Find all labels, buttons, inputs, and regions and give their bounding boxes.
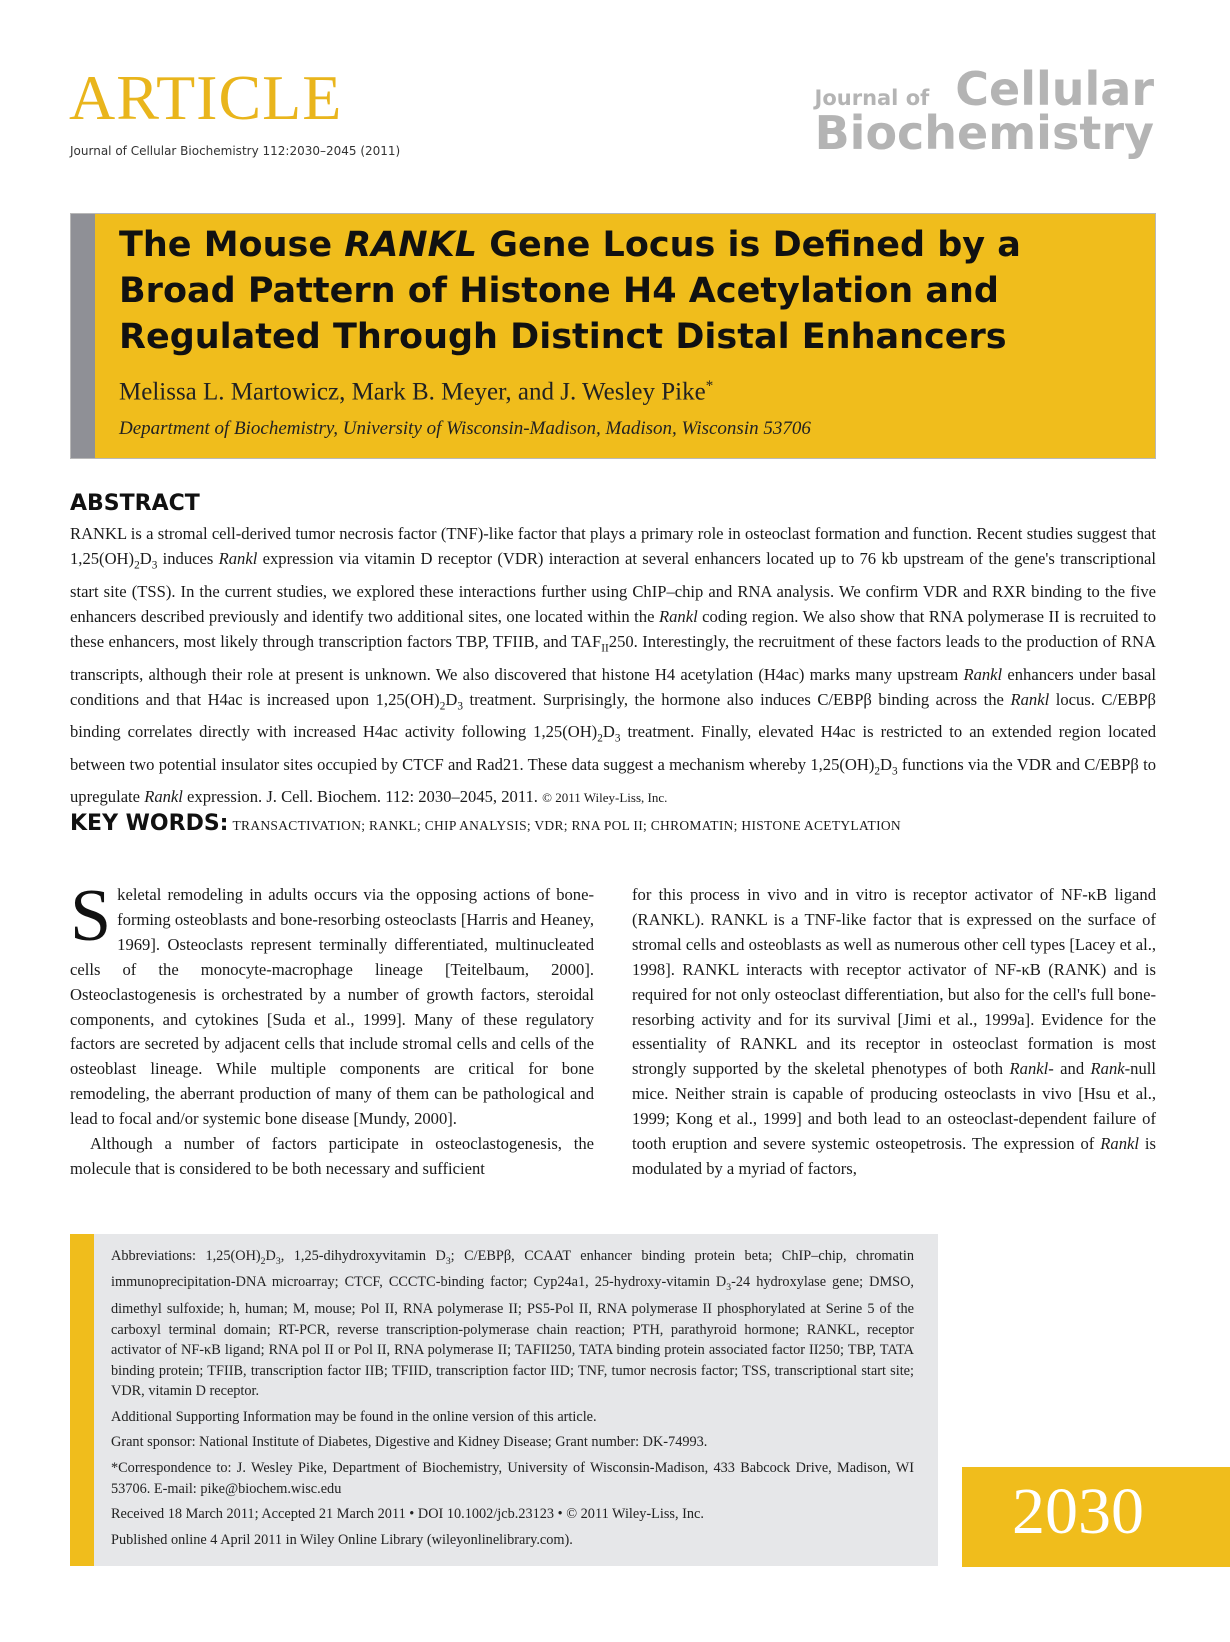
article-label: ARTICLE bbox=[69, 62, 343, 133]
grant-note: Grant sponsor: National Institute of Diabetes, Digestive and Kidney Disease; Grant number: DK-74993. bbox=[111, 1434, 708, 1451]
abstract-copyright: © 2011 Wiley-Liss, Inc. bbox=[542, 790, 668, 806]
affiliation: Department of Biochemistry, University of Wisconsin-Madison, Madison, Wisconsin 53706 bbox=[119, 418, 811, 439]
received-note: Received 18 March 2011; Accepted 21 March 2011 • DOI 10.1002/jcb.23123 • © 2011 Wiley-Liss, Inc. bbox=[111, 1506, 704, 1523]
footnote-text bbox=[111, 1246, 914, 1555]
supporting-info-note: Additional Supporting Information may be found in the online version of this article. bbox=[111, 1408, 597, 1425]
body-paragraph: Skeletal remodeling in adults occurs via the opposing actions of bone-forming osteoblasts and bone-resorbing osteoclasts [Harris and Heaney, 1969]. Osteoclasts represent terminally differentiated, multinucleated cells of the monocyte-macrophage lineage [Teitelbaum, 2000]. Osteoclastogenesis is orchestrated by a number of growth factors, steroidal components, and cytokines [Suda et al., 1999]. Many of these regulatory factors are secreted by adjacent cells that include stromal cells and cells of the osteoblast lineage. While multiple components are critical for bone remodeling, the aberrant production of many of them can be pathological and lead to focal and/or systemic bone disease [Mundy, 2000]. bbox=[70, 875, 594, 1129]
brand-biochemistry: Biochemistry bbox=[814, 106, 1154, 160]
body-column-left bbox=[70, 875, 594, 1182]
body-paragraph: for this process in vivo and in vitro is receptor activator of NF-κB ligand (RANKL). RANKL is a TNF-like factor that is expressed on the surface of stromal cells and osteoblasts as well as numerous other cell types [Lacey et al., 1998]. RANKL interacts with receptor activator of NF-κB (RANK) and is required for not only osteoclast differentiation, but also for the cell's full bone-resorbing activity and for its survival [Jimi et al., 1999a]. Evidence for the essentiality of RANKL and its receptor in osteoclast formation is most strongly supported by the skeletal phenotypes of both Rankl- and Rank-null mice. Neither strain is capable of producing osteoclasts in vivo [Hsu et al., 1999; Kong et al., 1999] and both lead to an osteoclast-dependent failure of tooth eruption and severe systemic osteopetrosis. The expression of Rankl is modulated by a myriad of factors, bbox=[632, 885, 1156, 1178]
keywords bbox=[70, 811, 901, 836]
drop-cap: S bbox=[70, 875, 112, 957]
page-number: 2030 bbox=[1012, 1475, 1144, 1548]
footnote-box bbox=[70, 1234, 938, 1566]
correspondence-note: *Correspondence to: J. Wesley Pike, Department of Biochemistry, University of Wisconsin-Madison, 433 Babcock Drive, Madison, WI 53706. E-mail: pike@biochem.wisc.edu bbox=[111, 1460, 914, 1497]
body-column-right bbox=[632, 883, 1156, 1182]
keywords-label: KEY WORDS: bbox=[70, 811, 229, 836]
abbreviations: Abbreviations: $1,25(OH)_2D_3$, 1,25-dihydroxyvitamin $D_3$; C/EBPβ, CCAAT enhancer binding protein beta; ChIP–chip, chromatin immunoprecipitation-DNA microarray; CTCF, CCCTC-binding factor; Cyp24a1, 25-hydroxy-vitamin $D_3-24$ hydroxylase gene; DMSO, dimethyl sulfoxide; h, human; M, mouse; Pol II, RNA polymerase II; PS5-Pol II, RNA polymerase II phosphorylated at Serine 5 of the carboxyl terminal domain; RT-PCR, reverse transcription-polymerase chain reaction; PTH, parathyroid hormone; RANKL, receptor activator of NF-κB ligand; RNA pol II or Pol II, RNA polymerase II; TAFII250, TATA binding protein associated factor II250; TBP, TATA binding protein; TFIIB, transcription factor IIB; TFIID, transcription factor IID; TNF, tumor necrosis factor; TSS, transcriptional start site; VDR, vitamin D receptor. bbox=[111, 1248, 915, 1400]
published-note: Published online 4 April 2011 in Wiley Online Library (wileyonlinelibrary.com). bbox=[111, 1531, 573, 1548]
authors: Melissa L. Martowicz, Mark B. Meyer, and J. Wesley Pike* bbox=[119, 378, 714, 406]
footnote-accent-bar bbox=[70, 1234, 94, 1566]
brand-journal-of: Journal of bbox=[814, 86, 930, 110]
body-paragraph: Although a number of factors participate in osteoclastogenesis, the molecule that is considered to be both necessary and sufficient bbox=[70, 1134, 594, 1178]
keywords-list: TRANSACTIVATION; RANKL; CHIP ANALYSIS; VDR; RNA POL II; CHROMATIN; HISTONE ACETYLATION bbox=[232, 818, 901, 833]
abstract-body: RANKL is a stromal cell-derived tumor necrosis factor (TNF)-like factor that plays a primary role in osteoclast formation and function. Recent studies suggest that $1,25(OH)_2D_3$ induces Rankl expression via vitamin D receptor (VDR) interaction at several enhancers located up to 76 kb upstream of the gene's transcriptional start site (TSS). In the current studies, we explored these interactions further using ChIP–chip and RNA analysis. We confirm VDR and RXR binding to the five enhancers described previously and identify two additional sites, one located within the Rankl coding region. We also show that RNA polymerase II is recruited to these enhancers, most likely through transcription factors TBP, TFIIB, and $TAF_{II}250$. Interestingly, the recruitment of these factors leads to the production of RNA transcripts, although their role at present is unknown. We also discovered that histone H4 acetylation (H4ac) marks many upstream Rankl enhancers under basal conditions and that H4ac is increased upon $1,25(OH)_2D_3$ treatment. Surprisingly, the hormone also induces C/EBPβ binding across the Rankl locus. C/EBPβ binding correlates directly with increased H4ac activity following $1,25(OH)_2D_3$ treatment. Finally, elevated H4ac is restricted to an extended region located between two potential insulator sites occupied by CTCF and Rad21. These data suggest a mechanism whereby $1,25(OH)_2D_3$ functions via the VDR and C/EBPβ to upregulate Rankl expression. J. Cell. Biochem. 112: 2030–2045, 2011. © 2011 Wiley-Liss, Inc. bbox=[70, 524, 1156, 807]
journal-brand-logo bbox=[814, 62, 1154, 160]
brand-cellular: Cellular bbox=[955, 62, 1154, 116]
title-box bbox=[70, 213, 1156, 459]
page-number-box bbox=[962, 1467, 1230, 1567]
abstract-heading: ABSTRACT bbox=[70, 491, 200, 516]
title-gene-name: RANKL bbox=[344, 225, 478, 265]
title-accent-bar bbox=[71, 214, 95, 458]
article-title: The Mouse RANKL Gene Locus is Defined by a Broad Pattern of Histone H4 Acetylation and Regulated Through Distinct Distal Enhancers bbox=[119, 225, 1021, 357]
journal-citation: Journal of Cellular Biochemistry 112:2030–2045 (2011) bbox=[70, 144, 401, 158]
corresponding-author-mark: * bbox=[705, 378, 714, 394]
